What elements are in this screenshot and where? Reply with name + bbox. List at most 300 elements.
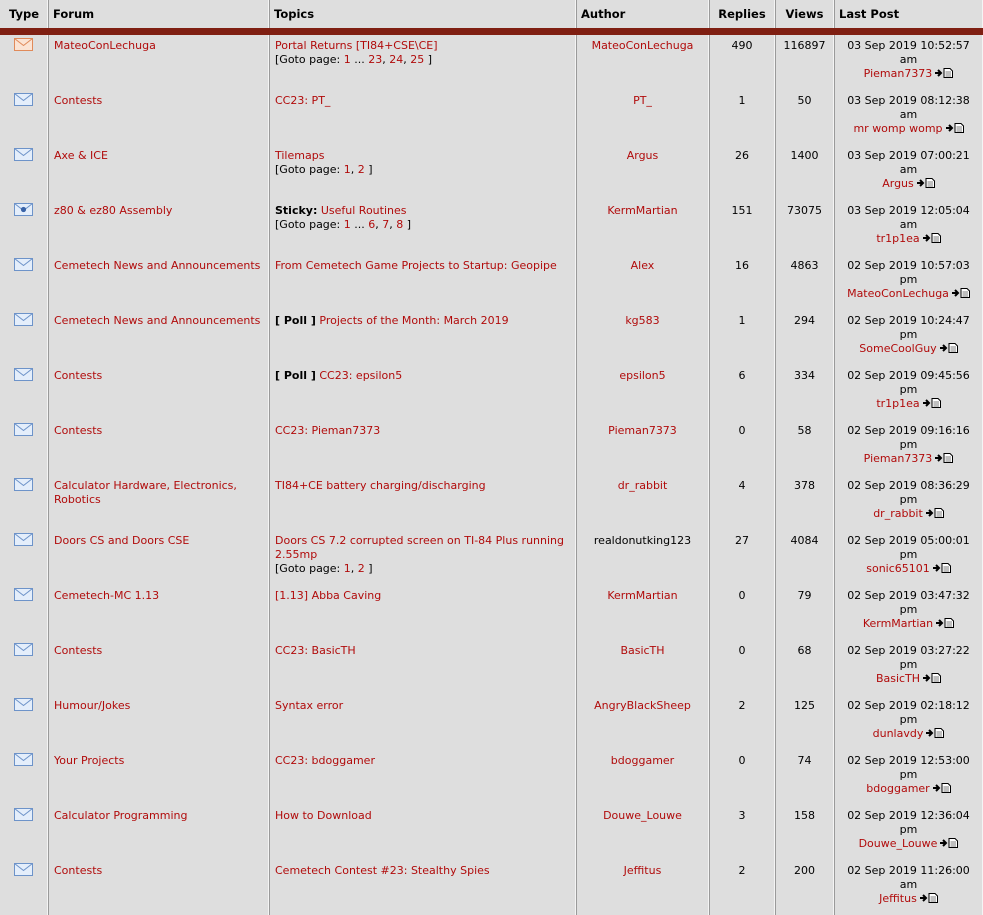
goto-page-link[interactable]: 2	[357, 163, 365, 176]
last-post-user-link[interactable]: Douwe_Louwe	[858, 837, 938, 850]
forum-link[interactable]: Cemetech News and Announcements	[54, 259, 261, 272]
goto-last-post-icon[interactable]	[937, 342, 958, 355]
goto-last-post-icon[interactable]	[943, 122, 964, 135]
views-count: 158	[775, 805, 834, 860]
topic-cell	[269, 640, 576, 695]
topic-cell	[269, 860, 576, 915]
author-cell	[576, 860, 709, 915]
views-count: 378	[775, 475, 834, 530]
last-post-cell	[834, 420, 983, 475]
last-post-line	[840, 452, 977, 466]
envelope-icon	[14, 863, 33, 880]
author-link[interactable]: MateoConLechuga	[591, 39, 694, 52]
last-post-ampm: am	[899, 53, 918, 66]
header-replies: Replies	[709, 0, 775, 28]
last-post-line	[840, 232, 977, 246]
goto-last-post-icon[interactable]	[914, 177, 935, 190]
table-row	[0, 640, 983, 695]
topic-link[interactable]: From Cemetech Game Projects to Startup: Geopipe	[275, 259, 557, 272]
envelope-icon	[14, 698, 33, 715]
goto-last-post-icon[interactable]	[932, 67, 953, 80]
author-cell	[576, 695, 709, 750]
replies-count: 6	[709, 365, 775, 420]
goto-page-link[interactable]: 7	[382, 218, 390, 231]
forum-cell	[48, 695, 269, 750]
table-row	[0, 365, 983, 420]
topic-cell	[269, 530, 576, 585]
goto-pages: [Goto page: 1, 2 ]	[275, 163, 373, 176]
last-post-ampm: am	[899, 878, 918, 891]
last-post-user-link[interactable]: tr1p1ea	[876, 232, 920, 245]
forum-cell	[48, 200, 269, 255]
views-count: 4084	[775, 530, 834, 585]
type-cell	[0, 530, 48, 585]
forum-cell	[48, 255, 269, 310]
topic-cell	[269, 200, 576, 255]
goto-page-link[interactable]: 6	[368, 218, 376, 231]
views-count: 116897	[775, 35, 834, 90]
goto-last-post-icon[interactable]	[930, 782, 951, 795]
author-cell	[576, 365, 709, 420]
table-row	[0, 310, 983, 365]
last-post-user-link[interactable]: Pieman7373	[863, 67, 933, 80]
header-type: Type	[0, 0, 48, 28]
goto-pages: [Goto page: 1 ... 23, 24, 25 ]	[275, 53, 433, 66]
last-post-date: 03 Sep 2019 10:52:57	[847, 39, 970, 52]
goto-page-link[interactable]: 25	[410, 53, 425, 66]
replies-count: 0	[709, 420, 775, 475]
last-post-user-link[interactable]: mr womp womp	[853, 122, 943, 135]
topic-cell	[269, 365, 576, 420]
goto-last-post-icon[interactable]	[920, 397, 941, 410]
topic-cell	[269, 90, 576, 145]
author-cell	[576, 255, 709, 310]
topic-link[interactable]: CC23: Pieman7373	[275, 424, 381, 437]
topic-cell	[269, 145, 576, 200]
last-post-ampm: pm	[899, 273, 918, 286]
forum-link[interactable]: Your Projects	[54, 754, 125, 767]
goto-last-post-icon[interactable]	[933, 617, 954, 630]
last-post-ampm: pm	[899, 328, 918, 341]
table-header-row	[0, 0, 983, 28]
views-count: 294	[775, 310, 834, 365]
replies-count: 0	[709, 640, 775, 695]
last-post-ampm: pm	[899, 438, 918, 451]
last-post-line	[840, 67, 977, 81]
table-row	[0, 695, 983, 750]
author-link[interactable]: Jeffitus	[623, 864, 662, 877]
forum-cell	[48, 420, 269, 475]
views-count: 50	[775, 90, 834, 145]
header-separator	[0, 28, 983, 35]
views-count: 79	[775, 585, 834, 640]
author-link[interactable]: BasicTH	[620, 644, 665, 657]
table-row	[0, 255, 983, 310]
forum-cell	[48, 145, 269, 200]
topic-cell	[269, 475, 576, 530]
last-post-cell	[834, 640, 983, 695]
author-name: realdonutking123	[593, 534, 692, 547]
type-cell	[0, 640, 48, 695]
forum-cell	[48, 750, 269, 805]
author-link[interactable]: PT_	[633, 94, 652, 107]
last-post-user-link[interactable]: KermMartian	[862, 617, 934, 630]
envelope-icon	[14, 588, 33, 605]
last-post-line	[840, 727, 977, 741]
last-post-cell	[834, 310, 983, 365]
last-post-user-link[interactable]: sonic65101	[866, 562, 930, 575]
last-post-date: 02 Sep 2019 12:53:00	[847, 754, 970, 767]
last-post-ampm: pm	[899, 658, 918, 671]
last-post-user-link[interactable]: dunlavdy	[872, 727, 924, 740]
goto-pages: [Goto page: 1 ... 6, 7, 8 ]	[275, 218, 412, 231]
last-post-ampm: am	[899, 163, 918, 176]
last-post-user-link[interactable]: Pieman7373	[863, 452, 933, 465]
poll-label: [ Poll ]	[275, 369, 316, 382]
last-post-user-link[interactable]: Jeffitus	[879, 892, 917, 905]
type-cell	[0, 200, 48, 255]
last-post-ampm: pm	[899, 383, 918, 396]
goto-pages: [Goto page: 1, 2 ]	[275, 562, 373, 575]
last-post-cell	[834, 695, 983, 750]
author-link[interactable]: epsilon5	[619, 369, 666, 382]
goto-page-link[interactable]: 8	[396, 218, 404, 231]
forum-link[interactable]: Contests	[54, 864, 103, 877]
forum-link[interactable]: Calculator Hardware, Electronics, Robotics	[54, 479, 237, 506]
last-post-ampm: am	[899, 218, 918, 231]
last-post-cell	[834, 255, 983, 310]
forum-cell	[48, 860, 269, 915]
last-post-line	[840, 782, 977, 796]
topic-cell	[269, 585, 576, 640]
last-post-ampm: pm	[899, 603, 918, 616]
last-post-ampm: pm	[899, 823, 918, 836]
forum-cell	[48, 475, 269, 530]
last-post-line	[840, 837, 977, 851]
envelope-icon	[14, 423, 33, 440]
table-row	[0, 860, 983, 915]
envelope-icon	[14, 368, 33, 385]
goto-page-link[interactable]: 24	[389, 53, 404, 66]
forum-link[interactable]: MateoConLechuga	[54, 39, 156, 52]
replies-count: 16	[709, 255, 775, 310]
type-cell	[0, 860, 48, 915]
views-count: 74	[775, 750, 834, 805]
last-post-ampm: pm	[899, 713, 918, 726]
author-cell	[576, 420, 709, 475]
type-cell	[0, 35, 48, 90]
table-row	[0, 585, 983, 640]
goto-last-post-icon[interactable]	[949, 287, 970, 300]
type-cell	[0, 255, 48, 310]
last-post-user-link[interactable]: MateoConLechuga	[847, 287, 949, 300]
header-forum: Forum	[48, 0, 269, 28]
goto-close: ]	[406, 218, 412, 231]
replies-count: 2	[709, 860, 775, 915]
author-cell	[576, 200, 709, 255]
envelope-icon	[14, 533, 33, 550]
header-topics: Topics	[269, 0, 576, 28]
type-cell	[0, 90, 48, 145]
goto-page-link[interactable]: 1	[343, 163, 351, 176]
type-cell	[0, 585, 48, 640]
envelope-sticky-icon	[14, 203, 33, 220]
topic-link[interactable]: [1.13] Abba Caving	[275, 589, 382, 602]
author-link[interactable]: dr_rabbit	[617, 479, 668, 492]
topic-cell	[269, 35, 576, 90]
forum-link[interactable]: Humour/Jokes	[54, 699, 131, 712]
forum-cell	[48, 585, 269, 640]
last-post-line	[840, 342, 977, 356]
goto-ellipsis: ...	[354, 218, 365, 231]
last-post-user-link[interactable]: dr_rabbit	[873, 507, 923, 520]
last-post-user-link[interactable]: SomeCoolGuy	[859, 342, 937, 355]
last-post-date: 02 Sep 2019 12:36:04	[847, 809, 970, 822]
goto-close: ]	[368, 562, 373, 575]
last-post-cell	[834, 35, 983, 90]
author-cell	[576, 90, 709, 145]
topic-cell	[269, 255, 576, 310]
table-row	[0, 750, 983, 805]
views-count: 73075	[775, 200, 834, 255]
type-cell	[0, 365, 48, 420]
envelope-icon	[14, 478, 33, 495]
last-post-line	[840, 507, 977, 521]
views-count: 125	[775, 695, 834, 750]
author-link[interactable]: KermMartian	[607, 589, 678, 602]
goto-close: ]	[427, 53, 433, 66]
topic-link[interactable]: Cemetech Contest #23: Stealthy Spies	[275, 864, 490, 877]
topic-link[interactable]: Doors CS 7.2 corrupted screen on TI-84 Plus running 2.55mp	[275, 534, 564, 561]
table-row	[0, 530, 983, 585]
author-link[interactable]: AngryBlackSheep	[594, 699, 691, 712]
author-cell	[576, 585, 709, 640]
goto-last-post-icon[interactable]	[917, 892, 938, 905]
last-post-date: 03 Sep 2019 12:05:04	[847, 204, 970, 217]
topic-link[interactable]: CC23: BasicTH	[275, 644, 356, 657]
last-post-cell	[834, 530, 983, 585]
last-post-date: 03 Sep 2019 07:00:21	[847, 149, 970, 162]
author-link[interactable]: Alex	[630, 259, 655, 272]
replies-count: 27	[709, 530, 775, 585]
last-post-date: 02 Sep 2019 09:45:56	[847, 369, 970, 382]
header-last-post: Last Post	[834, 0, 983, 28]
sticky-label: Sticky:	[275, 204, 318, 217]
last-post-ampm: am	[899, 108, 918, 121]
last-post-line	[840, 562, 977, 576]
forum-cell	[48, 365, 269, 420]
type-cell	[0, 695, 48, 750]
author-cell	[576, 475, 709, 530]
views-count: 68	[775, 640, 834, 695]
forum-cell	[48, 530, 269, 585]
goto-page-link[interactable]: 1	[343, 218, 351, 231]
topic-link[interactable]: Projects of the Month: March 2019	[319, 314, 509, 327]
last-post-date: 03 Sep 2019 08:12:38	[847, 94, 970, 107]
forum-link[interactable]: Contests	[54, 424, 103, 437]
forum-cell	[48, 805, 269, 860]
last-post-ampm: pm	[899, 493, 918, 506]
forum-link[interactable]: z80 & ez80 Assembly	[54, 204, 173, 217]
goto-last-post-icon[interactable]	[923, 507, 944, 520]
type-cell	[0, 475, 48, 530]
topic-link[interactable]: CC23: PT_	[275, 94, 331, 107]
views-count: 334	[775, 365, 834, 420]
last-post-cell	[834, 585, 983, 640]
replies-count: 0	[709, 585, 775, 640]
last-post-date: 02 Sep 2019 09:16:16	[847, 424, 970, 437]
goto-last-post-icon[interactable]	[920, 672, 941, 685]
last-post-ampm: pm	[899, 548, 918, 561]
goto-page-link[interactable]: 23	[368, 53, 383, 66]
last-post-cell	[834, 750, 983, 805]
forum-cell	[48, 640, 269, 695]
last-post-date: 02 Sep 2019 10:24:47	[847, 314, 970, 327]
forum-cell	[48, 90, 269, 145]
topic-link[interactable]: Tilemaps	[275, 149, 325, 162]
views-count: 58	[775, 420, 834, 475]
forum-link[interactable]: Doors CS and Doors CSE	[54, 534, 190, 547]
last-post-date: 02 Sep 2019 11:26:00	[847, 864, 970, 877]
table-row	[0, 90, 983, 145]
last-post-line	[840, 892, 977, 906]
last-post-date: 02 Sep 2019 08:36:29	[847, 479, 970, 492]
last-post-line	[840, 672, 977, 686]
replies-count: 490	[709, 35, 775, 90]
replies-count: 3	[709, 805, 775, 860]
forum-link[interactable]: Contests	[54, 369, 103, 382]
author-cell	[576, 640, 709, 695]
table-row	[0, 200, 983, 255]
topic-link[interactable]: Syntax error	[275, 699, 344, 712]
last-post-line	[840, 397, 977, 411]
author-link[interactable]: Pieman7373	[608, 424, 677, 437]
goto-page-link[interactable]: 1	[343, 562, 351, 575]
topic-link[interactable]: TI84+CE battery charging/discharging	[275, 479, 486, 492]
views-count: 200	[775, 860, 834, 915]
topic-link[interactable]: CC23: epsilon5	[319, 369, 403, 382]
last-post-date: 02 Sep 2019 03:27:22	[847, 644, 970, 657]
goto-last-post-icon[interactable]	[932, 452, 953, 465]
topic-cell	[269, 420, 576, 475]
author-cell	[576, 530, 709, 585]
forum-link[interactable]: Cemetech News and Announcements	[54, 314, 261, 327]
views-count: 4863	[775, 255, 834, 310]
goto-last-post-icon[interactable]	[937, 837, 958, 850]
replies-count: 26	[709, 145, 775, 200]
last-post-user-link[interactable]: bdoggamer	[866, 782, 930, 795]
author-cell	[576, 805, 709, 860]
last-post-line	[840, 122, 977, 136]
author-link[interactable]: KermMartian	[607, 204, 678, 217]
last-post-ampm: pm	[899, 768, 918, 781]
poll-label: [ Poll ]	[275, 314, 316, 327]
last-post-line	[840, 287, 977, 301]
table-row	[0, 35, 983, 90]
last-post-cell	[834, 365, 983, 420]
goto-label: [Goto page:	[275, 163, 341, 176]
header-author: Author	[576, 0, 709, 28]
envelope-icon	[14, 313, 33, 330]
goto-page-link[interactable]: 1	[343, 53, 351, 66]
envelope-icon	[14, 93, 33, 110]
last-post-date: 02 Sep 2019 10:57:03	[847, 259, 970, 272]
type-cell	[0, 750, 48, 805]
forum-cell	[48, 310, 269, 365]
author-link[interactable]: Argus	[626, 149, 659, 162]
author-cell	[576, 310, 709, 365]
replies-count: 1	[709, 90, 775, 145]
envelope-icon	[14, 148, 33, 165]
author-cell	[576, 35, 709, 90]
last-post-user-link[interactable]: Argus	[882, 177, 914, 190]
replies-count: 1	[709, 310, 775, 365]
topic-cell	[269, 805, 576, 860]
forum-link[interactable]: Contests	[54, 644, 103, 657]
type-cell	[0, 145, 48, 200]
type-cell	[0, 310, 48, 365]
table-row	[0, 145, 983, 200]
topic-cell	[269, 750, 576, 805]
envelope-icon	[14, 643, 33, 660]
goto-page-link[interactable]: 2	[357, 562, 365, 575]
goto-last-post-icon[interactable]	[923, 727, 944, 740]
table-row	[0, 475, 983, 530]
topic-cell	[269, 310, 576, 365]
replies-count: 4	[709, 475, 775, 530]
last-post-line	[840, 177, 977, 191]
last-post-cell	[834, 90, 983, 145]
goto-last-post-icon[interactable]	[930, 562, 951, 575]
last-post-date: 02 Sep 2019 02:18:12	[847, 699, 970, 712]
last-post-cell	[834, 475, 983, 530]
envelope-icon	[14, 753, 33, 770]
forum-link[interactable]: Cemetech-MC 1.13	[54, 589, 160, 602]
forum-cell	[48, 35, 269, 90]
author-link[interactable]: bdoggamer	[610, 754, 675, 767]
views-count: 1400	[775, 145, 834, 200]
envelope-icon	[14, 258, 33, 275]
topic-link[interactable]: Useful Routines	[320, 204, 407, 217]
replies-count: 2	[709, 695, 775, 750]
last-post-date: 02 Sep 2019 03:47:32	[847, 589, 970, 602]
header-views: Views	[775, 0, 834, 28]
last-post-user-link[interactable]: tr1p1ea	[876, 397, 920, 410]
topics-body	[0, 35, 983, 915]
author-link[interactable]: Douwe_Louwe	[603, 809, 682, 822]
topic-link[interactable]: How to Download	[275, 809, 372, 822]
forum-link[interactable]: Calculator Programming	[54, 809, 188, 822]
replies-count: 0	[709, 750, 775, 805]
type-cell	[0, 805, 48, 860]
table-row	[0, 805, 983, 860]
last-post-date: 02 Sep 2019 05:00:01	[847, 534, 970, 547]
topic-link[interactable]: CC23: bdoggamer	[275, 754, 375, 767]
author-link[interactable]: kg583	[625, 314, 660, 327]
last-post-cell	[834, 145, 983, 200]
replies-count: 151	[709, 200, 775, 255]
goto-label: [Goto page:	[275, 53, 341, 66]
forum-link[interactable]: Contests	[54, 94, 103, 107]
topic-cell	[269, 695, 576, 750]
goto-last-post-icon[interactable]	[920, 232, 941, 245]
last-post-line	[840, 617, 977, 631]
last-post-cell	[834, 860, 983, 915]
goto-close: ]	[368, 163, 373, 176]
forum-link[interactable]: Axe & ICE	[54, 149, 108, 162]
topic-link[interactable]: Portal Returns [TI84+CSE\CE]	[275, 39, 438, 52]
last-post-user-link[interactable]: BasicTH	[875, 672, 921, 685]
